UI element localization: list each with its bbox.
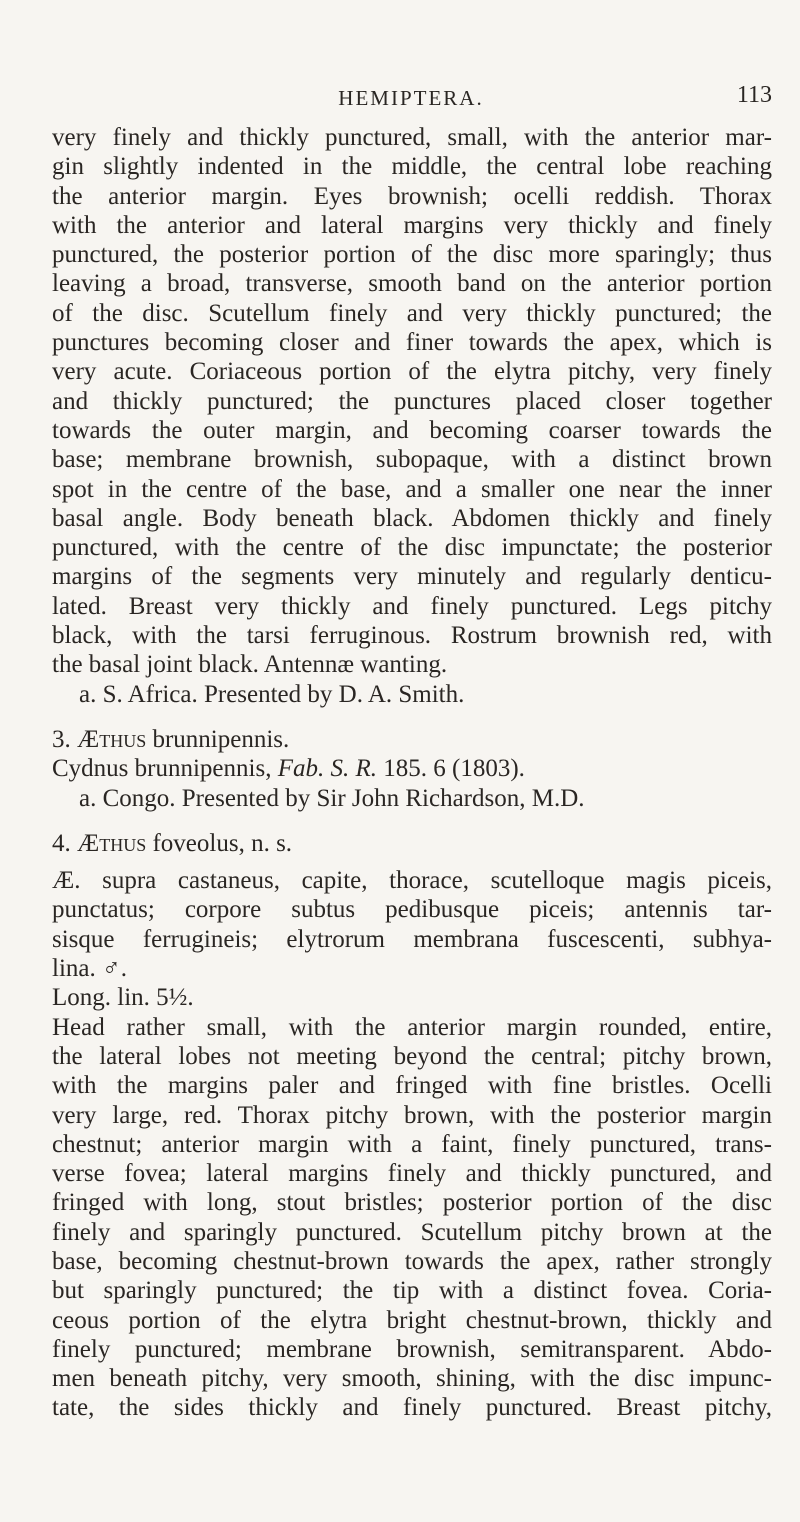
text-line: margins of the segments very minutely and regularly denticu- bbox=[52, 563, 772, 591]
text-line: punctured, with the centre of the disc impunctate; the posterior bbox=[52, 534, 772, 562]
specimen-record: a. Congo. Presented by Sir John Richardson, M.D. bbox=[79, 784, 585, 812]
description-line: Head rather small, with the anterior margin rounded, entire, bbox=[52, 1013, 772, 1041]
text-line: spot in the centre of the base, and a smaller one near the inner bbox=[52, 475, 772, 503]
description-line: finely and sparingly punctured. Scutellum pitchy brown at the bbox=[52, 1218, 772, 1246]
synonym-reference: Fab. S. R. bbox=[277, 755, 377, 783]
description-line: verse fovea; lateral margins finely and thickly punctured, and bbox=[52, 1160, 772, 1188]
description-line: ceous portion of the elytra bright chestnut-brown, thickly and bbox=[52, 1306, 772, 1334]
species-number: 3. bbox=[52, 725, 71, 753]
text-line: lated. Breast very thickly and finely punctured. Legs pitchy bbox=[52, 592, 772, 620]
specimen-record: a. S. Africa. Presented by D. A. Smith. bbox=[79, 680, 465, 708]
text-line: black, with the tarsi ferruginous. Rostrum brownish red, with bbox=[52, 622, 772, 650]
description-line: tate, the sides thickly and finely punctured. Breast pitchy, bbox=[52, 1394, 772, 1422]
latin-diagnosis-line: punctatus; corpore subtus pedibusque piceis; antennis tar- bbox=[52, 896, 772, 924]
synonym-name: Cydnus brunnipennis, bbox=[52, 755, 272, 783]
text-line: punctured, the posterior portion of the disc more sparingly; thus bbox=[52, 241, 772, 269]
description-line: but sparingly punctured; the tip with a distinct fovea. Coria- bbox=[52, 1277, 772, 1305]
text-line: very acute. Coriaceous portion of the elytra pitchy, very finely bbox=[52, 358, 772, 386]
description-line: the lateral lobes not meeting beyond the central; pitchy brown, bbox=[52, 1042, 772, 1070]
synonym-line bbox=[52, 754, 772, 783]
latin-diagnosis-line: lina. ♂. bbox=[52, 955, 127, 983]
text-line: the anterior margin. Eyes brownish; ocelli reddish. Thorax bbox=[52, 182, 772, 210]
body-text bbox=[52, 123, 772, 1423]
measurement-line: Long. lin. 5½. bbox=[52, 984, 194, 1012]
text-line: the basal joint black. Antennæ wanting. bbox=[52, 651, 448, 679]
running-title: HEMIPTERA. bbox=[338, 86, 484, 110]
species-epithet: brunnipennis. bbox=[152, 725, 290, 753]
genus-name: Æthus bbox=[77, 725, 147, 753]
species-heading-4 bbox=[52, 829, 772, 858]
page-number: 113 bbox=[736, 82, 772, 108]
text-line: very finely and thickly punctured, small, with the anterior mar- bbox=[52, 124, 772, 151]
text-line: of the disc. Scutellum finely and very thickly punctured; the bbox=[52, 299, 772, 327]
synonym-detail: 185. 6 (1803). bbox=[383, 755, 525, 783]
text-line: gin slightly indented in the middle, the central lobe reaching bbox=[52, 153, 772, 181]
genus-name: Æthus bbox=[77, 829, 147, 857]
text-line: basal angle. Body beneath black. Abdomen thickly and finely bbox=[52, 504, 772, 532]
text-line: punctures becoming closer and finer towards the apex, which is bbox=[52, 329, 772, 357]
text-line: and thickly punctured; the punctures placed closer together bbox=[52, 387, 772, 415]
species-number: 4. bbox=[52, 829, 71, 857]
description-line: men beneath pitchy, very smooth, shining, with the disc impunc- bbox=[52, 1365, 772, 1393]
latin-diagnosis-line: Æ. supra castaneus, capite, thorace, scutelloque magis piceis, bbox=[52, 867, 772, 895]
description-line: chestnut; anterior margin with a faint, finely punctured, trans- bbox=[52, 1130, 772, 1158]
description-line: finely punctured; membrane brownish, semitransparent. Abdo- bbox=[52, 1335, 772, 1363]
text-line: with the anterior and lateral margins very thickly and finely bbox=[52, 211, 772, 239]
description-line: very large, red. Thorax pitchy brown, with the posterior margin bbox=[52, 1101, 772, 1129]
latin-diagnosis-line: sisque ferrugineis; elytrorum membrana fuscescenti, subhya- bbox=[52, 925, 772, 953]
text-line: leaving a broad, transverse, smooth band on the anterior portion bbox=[52, 270, 772, 298]
running-head bbox=[50, 82, 772, 118]
text-line: towards the outer margin, and becoming coarser towards the bbox=[52, 416, 772, 444]
text-line: base; membrane brownish, subopaque, with a distinct brown bbox=[52, 446, 772, 474]
species-epithet: foveolus, n. s. bbox=[152, 829, 293, 857]
description-line: with the margins paler and fringed with fine bristles. Ocelli bbox=[52, 1072, 772, 1100]
description-line: fringed with long, stout bristles; posterior portion of the disc bbox=[52, 1189, 772, 1217]
description-line: base, becoming chestnut-brown towards the apex, rather strongly bbox=[52, 1247, 772, 1275]
species-heading-3 bbox=[52, 725, 772, 754]
